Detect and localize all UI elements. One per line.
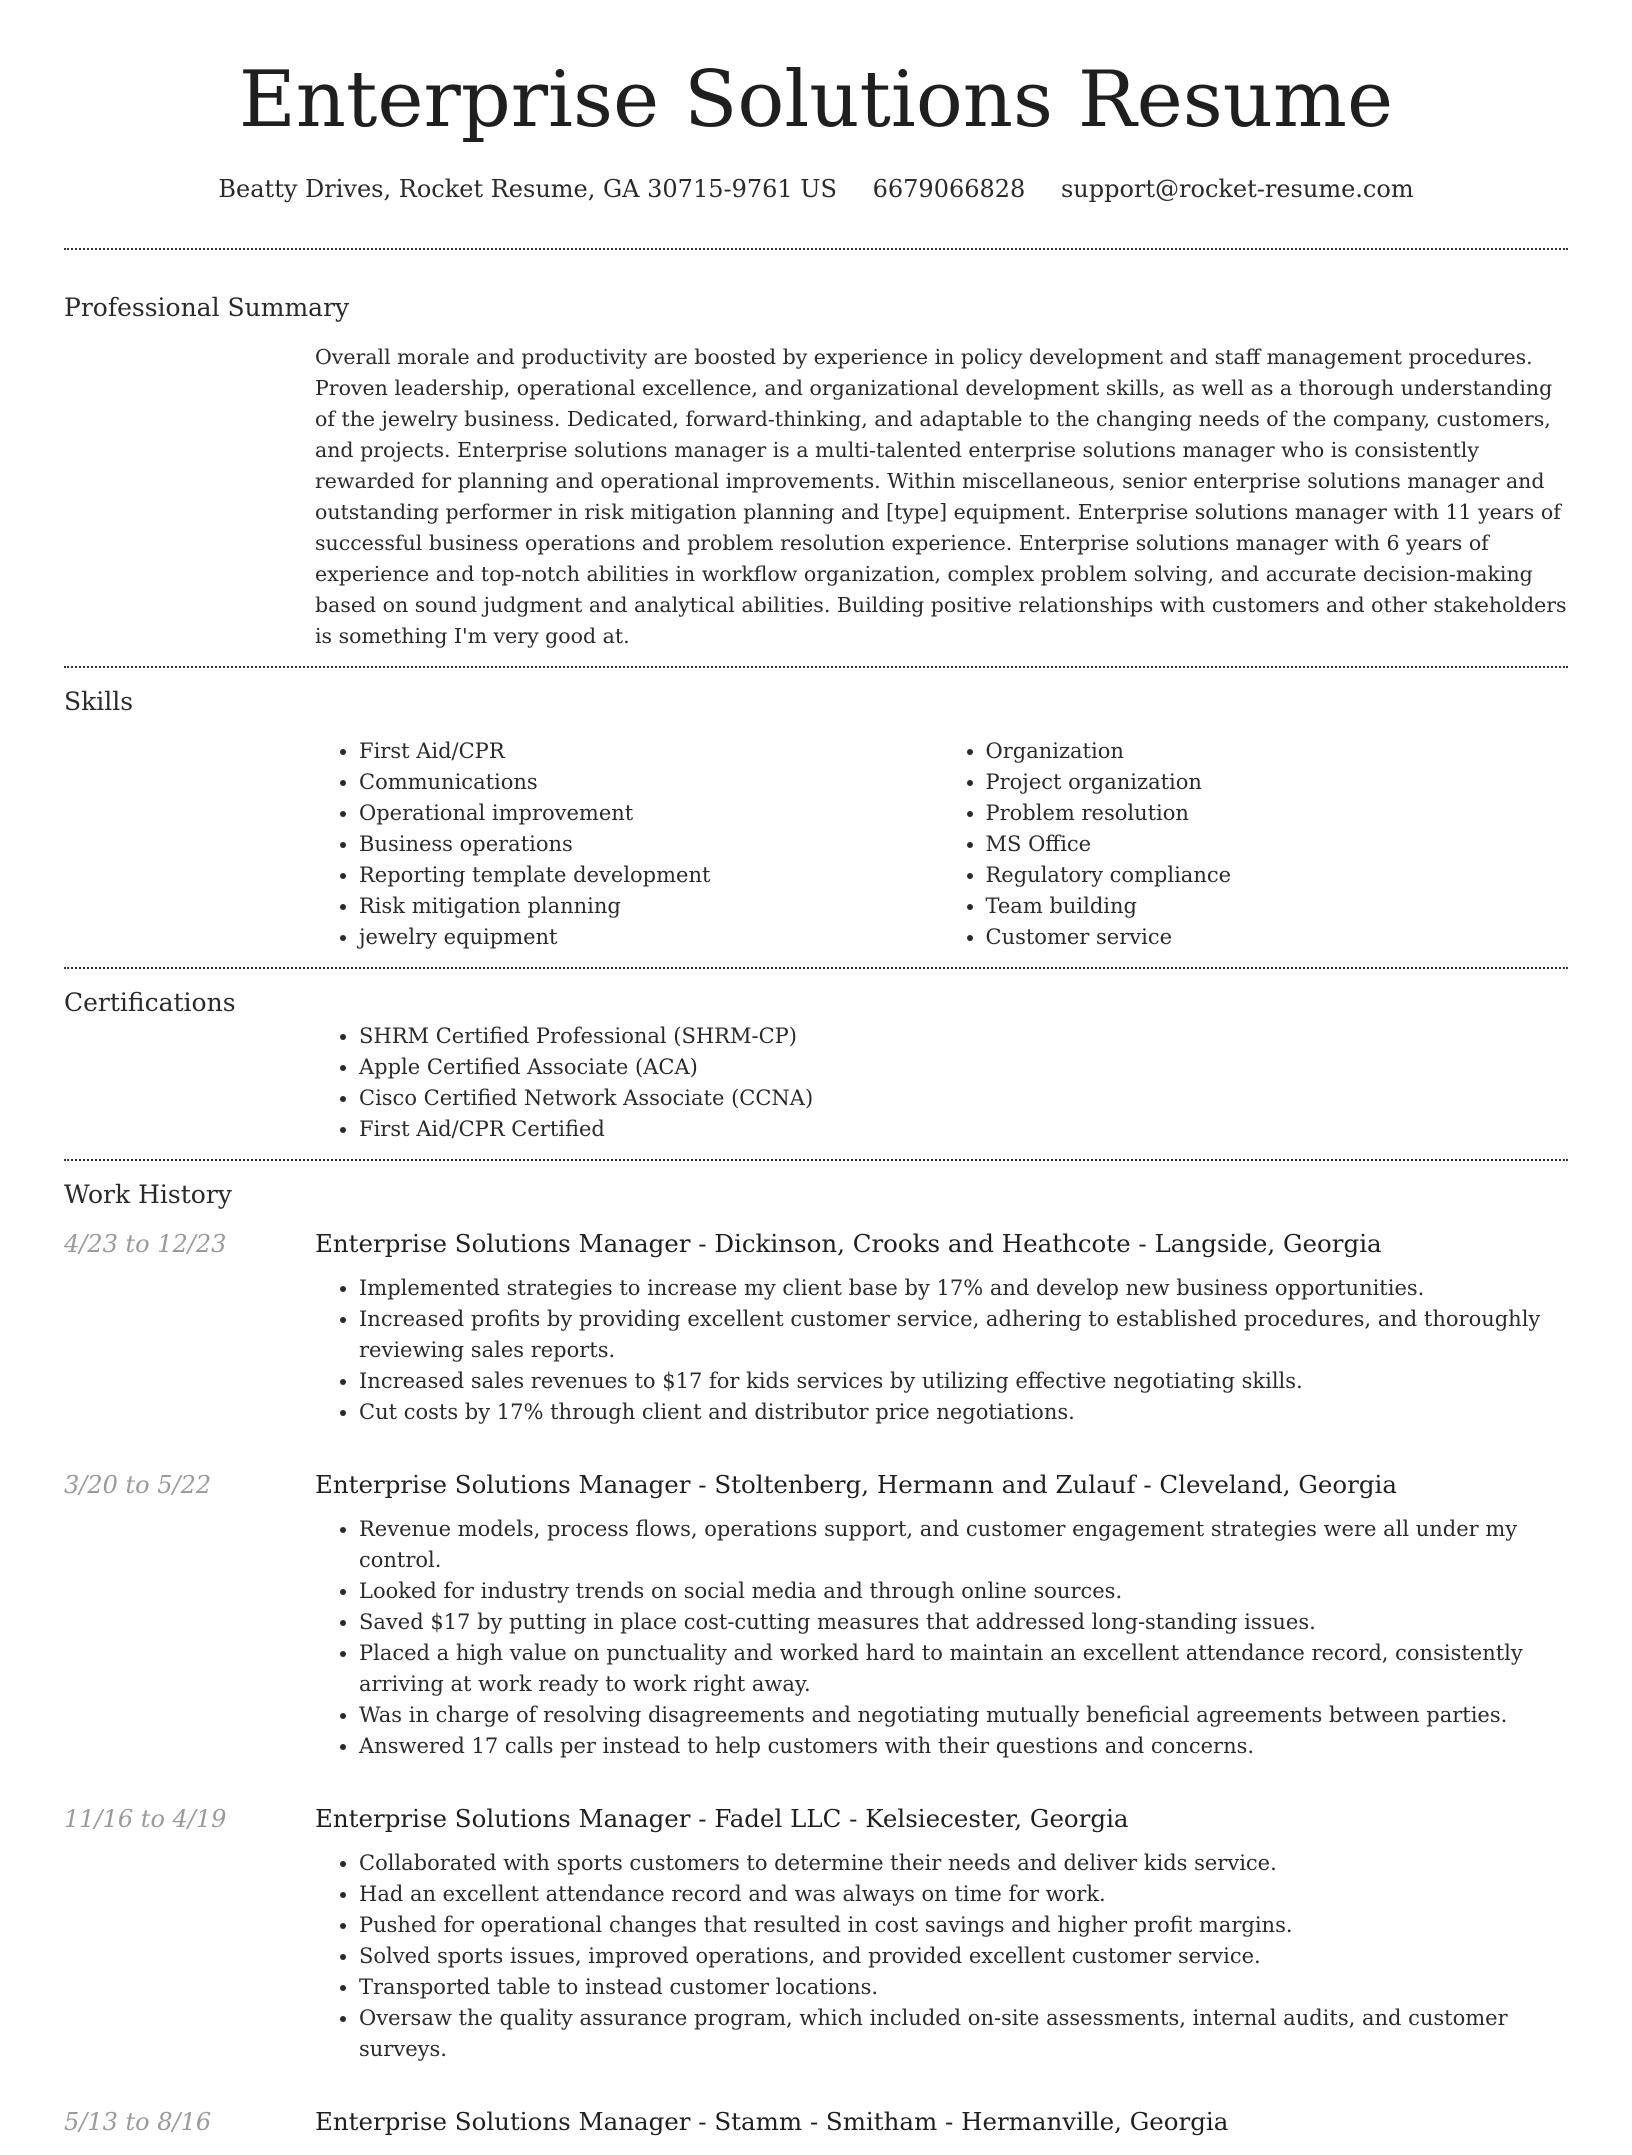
skill-item: • MS Office	[986, 829, 1569, 860]
job-bullet: • Cut costs by 17% through client and distributor price negotiations.	[359, 1397, 1568, 1428]
job-bullet: • Increased profits by providing excellent customer service, adhering to established procedures, and thoroughly reviewing sales reports.	[359, 1304, 1568, 1366]
skill-item: • Communications	[359, 767, 942, 798]
job-dates: 11/16 to 4/19	[64, 1805, 227, 1833]
skill-item: • First Aid/CPR	[359, 736, 942, 767]
job-bullet: • Solved sports issues, improved operations, and provided excellent customer service.	[359, 1941, 1568, 1972]
resume-page	[64, 0, 1568, 2155]
job-bullets	[315, 1514, 1568, 1762]
resume-title: Enterprise Solutions Resume	[238, 55, 1394, 145]
job-bullet: • Placed a high value on punctuality and worked hard to maintain an excellent attendance record, consistently arriving at work ready to work right away.	[359, 1638, 1568, 1700]
skill-item: • Risk mitigation planning	[359, 891, 942, 922]
job-title: Enterprise Solutions Manager - Stamm - Smitham - Hermanville, Georgia	[315, 2107, 1229, 2136]
job-entry	[64, 1466, 1568, 1788]
contact-line	[64, 172, 1568, 206]
job-entry	[64, 1225, 1568, 1454]
contact-email: support@rocket-resume.com	[1060, 175, 1414, 203]
skills-heading: Skills	[64, 687, 134, 716]
skill-item: • Problem resolution	[986, 798, 1569, 829]
job-bullet: • Answered 17 calls per instead to help customers with their questions and concerns.	[359, 1731, 1568, 1762]
skill-item: • Project organization	[986, 767, 1569, 798]
contact-phone: 6679066828	[872, 175, 1026, 203]
job-bullet: • Revenue models, process flows, operations support, and customer engagement strategies were all under my control.	[359, 1514, 1568, 1576]
job-entry	[64, 2103, 1568, 2141]
job-bullet: • Implemented strategies to increase my client base by 17% and develop new business opportunities.	[359, 1273, 1568, 1304]
skill-item: • Business operations	[359, 829, 942, 860]
job-title: Enterprise Solutions Manager - Dickinson, Crooks and Heathcote - Langside, Georgia	[315, 1229, 1382, 1258]
skills-grid	[315, 736, 1568, 953]
job-bullets	[315, 1273, 1568, 1428]
job-dates: 4/23 to 12/23	[64, 1230, 227, 1258]
skill-item: • Organization	[986, 736, 1569, 767]
job-bullet: • Oversaw the quality assurance program, which included on-site assessments, internal audits, and customer surveys.	[359, 2003, 1568, 2065]
job-bullet: • Saved $17 by putting in place cost-cutting measures that addressed long-standing issues.	[359, 1607, 1568, 1638]
skill-item: • Customer service	[986, 922, 1569, 953]
job-dates: 3/20 to 5/22	[64, 1471, 212, 1499]
skills-section	[64, 668, 1568, 967]
skill-item: • Regulatory compliance	[986, 860, 1569, 891]
professional-summary-section	[64, 250, 1568, 666]
job-bullet: • Had an excellent attendance record and was always on time for work.	[359, 1879, 1568, 1910]
job-entry	[64, 1800, 1568, 2091]
skill-item: • Operational improvement	[359, 798, 942, 829]
certifications-heading: Certifications	[64, 988, 236, 1017]
job-bullet: • Pushed for operational changes that resulted in cost savings and higher profit margins.	[359, 1910, 1568, 1941]
job-bullet: • Collaborated with sports customers to determine their needs and deliver kids service.	[359, 1848, 1568, 1879]
job-bullet: • Increased sales revenues to $17 for kids services by utilizing effective negotiating skills.	[359, 1366, 1568, 1397]
certification-item: • Apple Certified Associate (ACA)	[359, 1052, 1568, 1083]
job-bullets	[315, 1848, 1568, 2065]
skills-list-right	[942, 736, 1569, 953]
job-dates: 5/13 to 8/16	[64, 2108, 212, 2136]
skill-item: • Team building	[986, 891, 1569, 922]
certifications-list	[315, 1021, 1568, 1145]
job-title: Enterprise Solutions Manager - Fadel LLC - Kelsiecester, Georgia	[315, 1804, 1129, 1833]
certification-item: • First Aid/CPR Certified	[359, 1114, 1568, 1145]
certification-item: • SHRM Certified Professional (SHRM-CP)	[359, 1021, 1568, 1052]
skills-list-left	[315, 736, 942, 953]
job-bullet: • Looked for industry trends on social media and through online sources.	[359, 1576, 1568, 1607]
job-bullet: • Was in charge of resolving disagreements and negotiating mutually beneficial agreements between parties.	[359, 1700, 1568, 1731]
work-history-section	[64, 1161, 1568, 2155]
professional-summary-heading: Professional Summary	[64, 293, 350, 322]
job-bullet: • Transported table to instead customer locations.	[359, 1972, 1568, 2003]
contact-address: Beatty Drives, Rocket Resume, GA 30715-9761 US	[218, 175, 837, 203]
skill-item: • Reporting template development	[359, 860, 942, 891]
certifications-section	[64, 969, 1568, 1159]
skill-item: • jewelry equipment	[359, 922, 942, 953]
certification-item: • Cisco Certified Network Associate (CCNA)	[359, 1083, 1568, 1114]
work-history-heading: Work History	[64, 1180, 232, 1209]
job-title: Enterprise Solutions Manager - Stoltenberg, Hermann and Zulauf - Cleveland, Georgia	[315, 1470, 1397, 1499]
professional-summary-text: Overall morale and productivity are boosted by experience in policy development and staff management procedures. Proven leadership, operational excellence, and organizational development skills, as well as a thorough understanding of the jewelry business. Dedicated, forward-thinking, and adaptable to the changing needs of the company, customers, and projects. Enterprise solutions manager is a multi-talented enterprise solutions manager who is consistently rewarded for planning and operational improvements. Within miscellaneous, senior enterprise solutions manager and outstanding performer in risk mitigation planning and [type] equipment. Enterprise solutions manager with 11 years of successful business operations and problem resolution experience. Enterprise solutions manager with 6 years of experience and top-notch abilities in workflow organization, complex problem solving, and accurate decision-making based on sound judgment and analytical abilities. Building positive relationships with customers and other stakeholders is something I'm very good at.	[315, 345, 1567, 648]
